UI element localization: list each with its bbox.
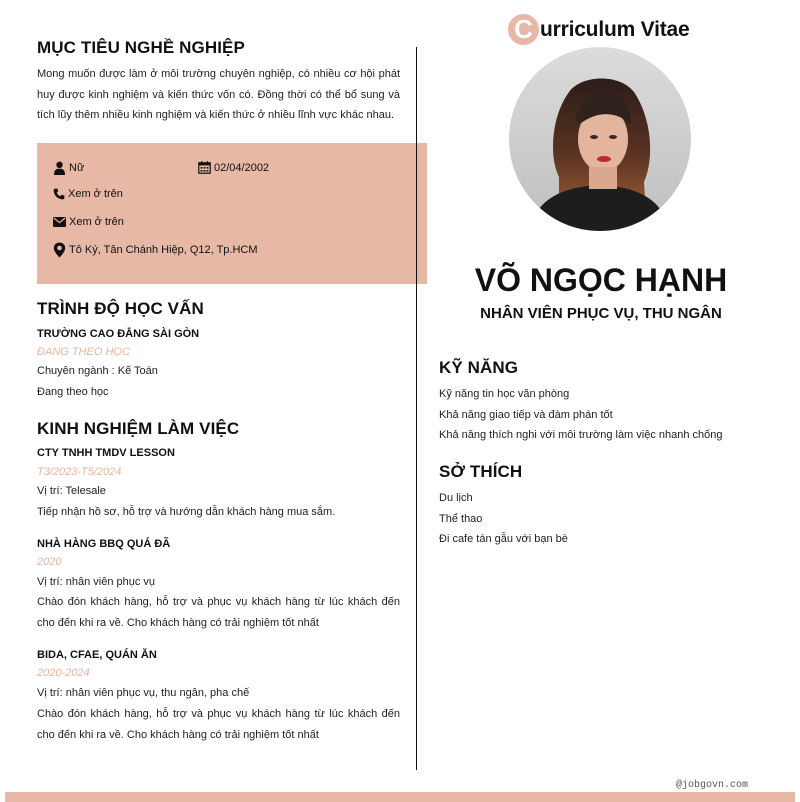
email-value: Xem ở trên — [69, 216, 124, 228]
footer-bar — [5, 792, 795, 802]
phone-icon — [53, 188, 65, 200]
birthdate-value: 02/04/2002 — [214, 161, 270, 174]
job-company: BIDA, CFAE, QUÁN ĂN — [37, 649, 157, 661]
profile-photo — [509, 47, 691, 231]
gender-item — [53, 161, 84, 175]
education-note: Đang theo học — [37, 386, 109, 398]
candidate-role: NHÂN VIÊN PHỤC VỤ, THU NGÂN — [480, 305, 722, 322]
skill-item: Khả năng thích nghi với môi trường làm việc nhanh chống — [439, 429, 723, 441]
job-description: Chào đón khách hàng, hỗ trợ và phục vụ khách hàng từ lúc khách đến cho đến khi ra về. Cho khách hàng có trải nghiệm tốt nhất — [37, 596, 400, 629]
job-description: Tiếp nhận hồ sơ, hỗ trợ và hướng dẫn khách hàng mua sắm. — [37, 506, 336, 518]
column-divider — [416, 47, 417, 770]
watermark: @jobgovn.com — [676, 780, 749, 791]
job-position: Vị trí: Telesale — [37, 485, 106, 497]
candidate-name: VÕ NGỌC HẠNH — [474, 262, 728, 298]
address-item — [53, 242, 258, 258]
job-description: Chào đón khách hàng, hỗ trợ và phục vụ khách hàng từ lúc khách đến cho đến khi ra về. Cho khách hàng có trải nghiệm tốt nhất — [37, 708, 400, 741]
skill-item: Khả năng giao tiếp và đàm phán tốt — [439, 409, 613, 421]
job-position: Vị trí: nhân viên phục vụ, thu ngân, pha chế — [37, 687, 250, 699]
job-company: CTY TNHH TMDV LESSON — [37, 447, 175, 459]
skills-heading: KỸ NĂNG — [439, 358, 519, 377]
job-period: 2020-2024 — [37, 667, 90, 679]
skill-item: Kỹ năng tin học văn phòng — [439, 388, 570, 400]
experience-heading: KINH NGHIỆM LÀM VIỆC — [37, 419, 240, 438]
education-major: Chuyên ngành : Kế Toán — [37, 365, 158, 377]
birthdate-item — [198, 161, 269, 174]
education-status: ĐANG THEO HỌC — [37, 346, 130, 358]
job-position: Vị trí: nhân viên phục vụ — [37, 576, 156, 588]
school-name: TRƯỜNG CAO ĐẲNG SÀI GÒN — [37, 328, 200, 340]
cv-logo-text: urriculum Vitae — [540, 17, 690, 41]
job-period: T3/2023-T5/2024 — [37, 466, 122, 478]
address-value: Tô Ký, Tân Chánh Hiệp, Q12, Tp.HCM — [69, 244, 258, 256]
objective-heading: MỤC TIÊU NGHỀ NGHIỆP — [37, 38, 245, 57]
contact-box — [37, 143, 427, 284]
location-icon — [53, 242, 66, 258]
email-item — [53, 216, 124, 228]
objective-text: Mong muốn được làm ở môi trường chuyên nghiệp, có nhiều cơ hội phát huy được kinh nghiệm và kiến thức vốn có. Đồng thời có thể bổ sung và tích lũy thêm nhiều kinh nghiệm và kiến thức ở nhiều lĩnh vực khác nhau. — [37, 68, 400, 121]
email-icon — [53, 217, 66, 227]
cv-logo — [508, 14, 690, 45]
phone-value: Xem ở trên — [68, 188, 123, 200]
hobby-item: Du lịch — [439, 492, 473, 504]
hobbies-heading: SỞ THÍCH — [439, 462, 523, 481]
job-period: 2020 — [37, 556, 62, 568]
calendar-icon — [198, 161, 211, 174]
education-heading: TRÌNH ĐỘ HỌC VẤN — [37, 299, 204, 318]
job-company: NHÀ HÀNG BBQ QUÁ ĐÃ — [37, 538, 171, 550]
gender-value: Nữ — [69, 162, 85, 174]
phone-item — [53, 188, 123, 200]
cv-logo-letter: C — [508, 14, 539, 45]
avatar — [509, 47, 691, 231]
user-icon — [53, 161, 66, 175]
hobby-item: Thể thao — [439, 513, 483, 525]
hobby-item: Đi cafe tán gẫu với bạn bè — [439, 533, 568, 545]
